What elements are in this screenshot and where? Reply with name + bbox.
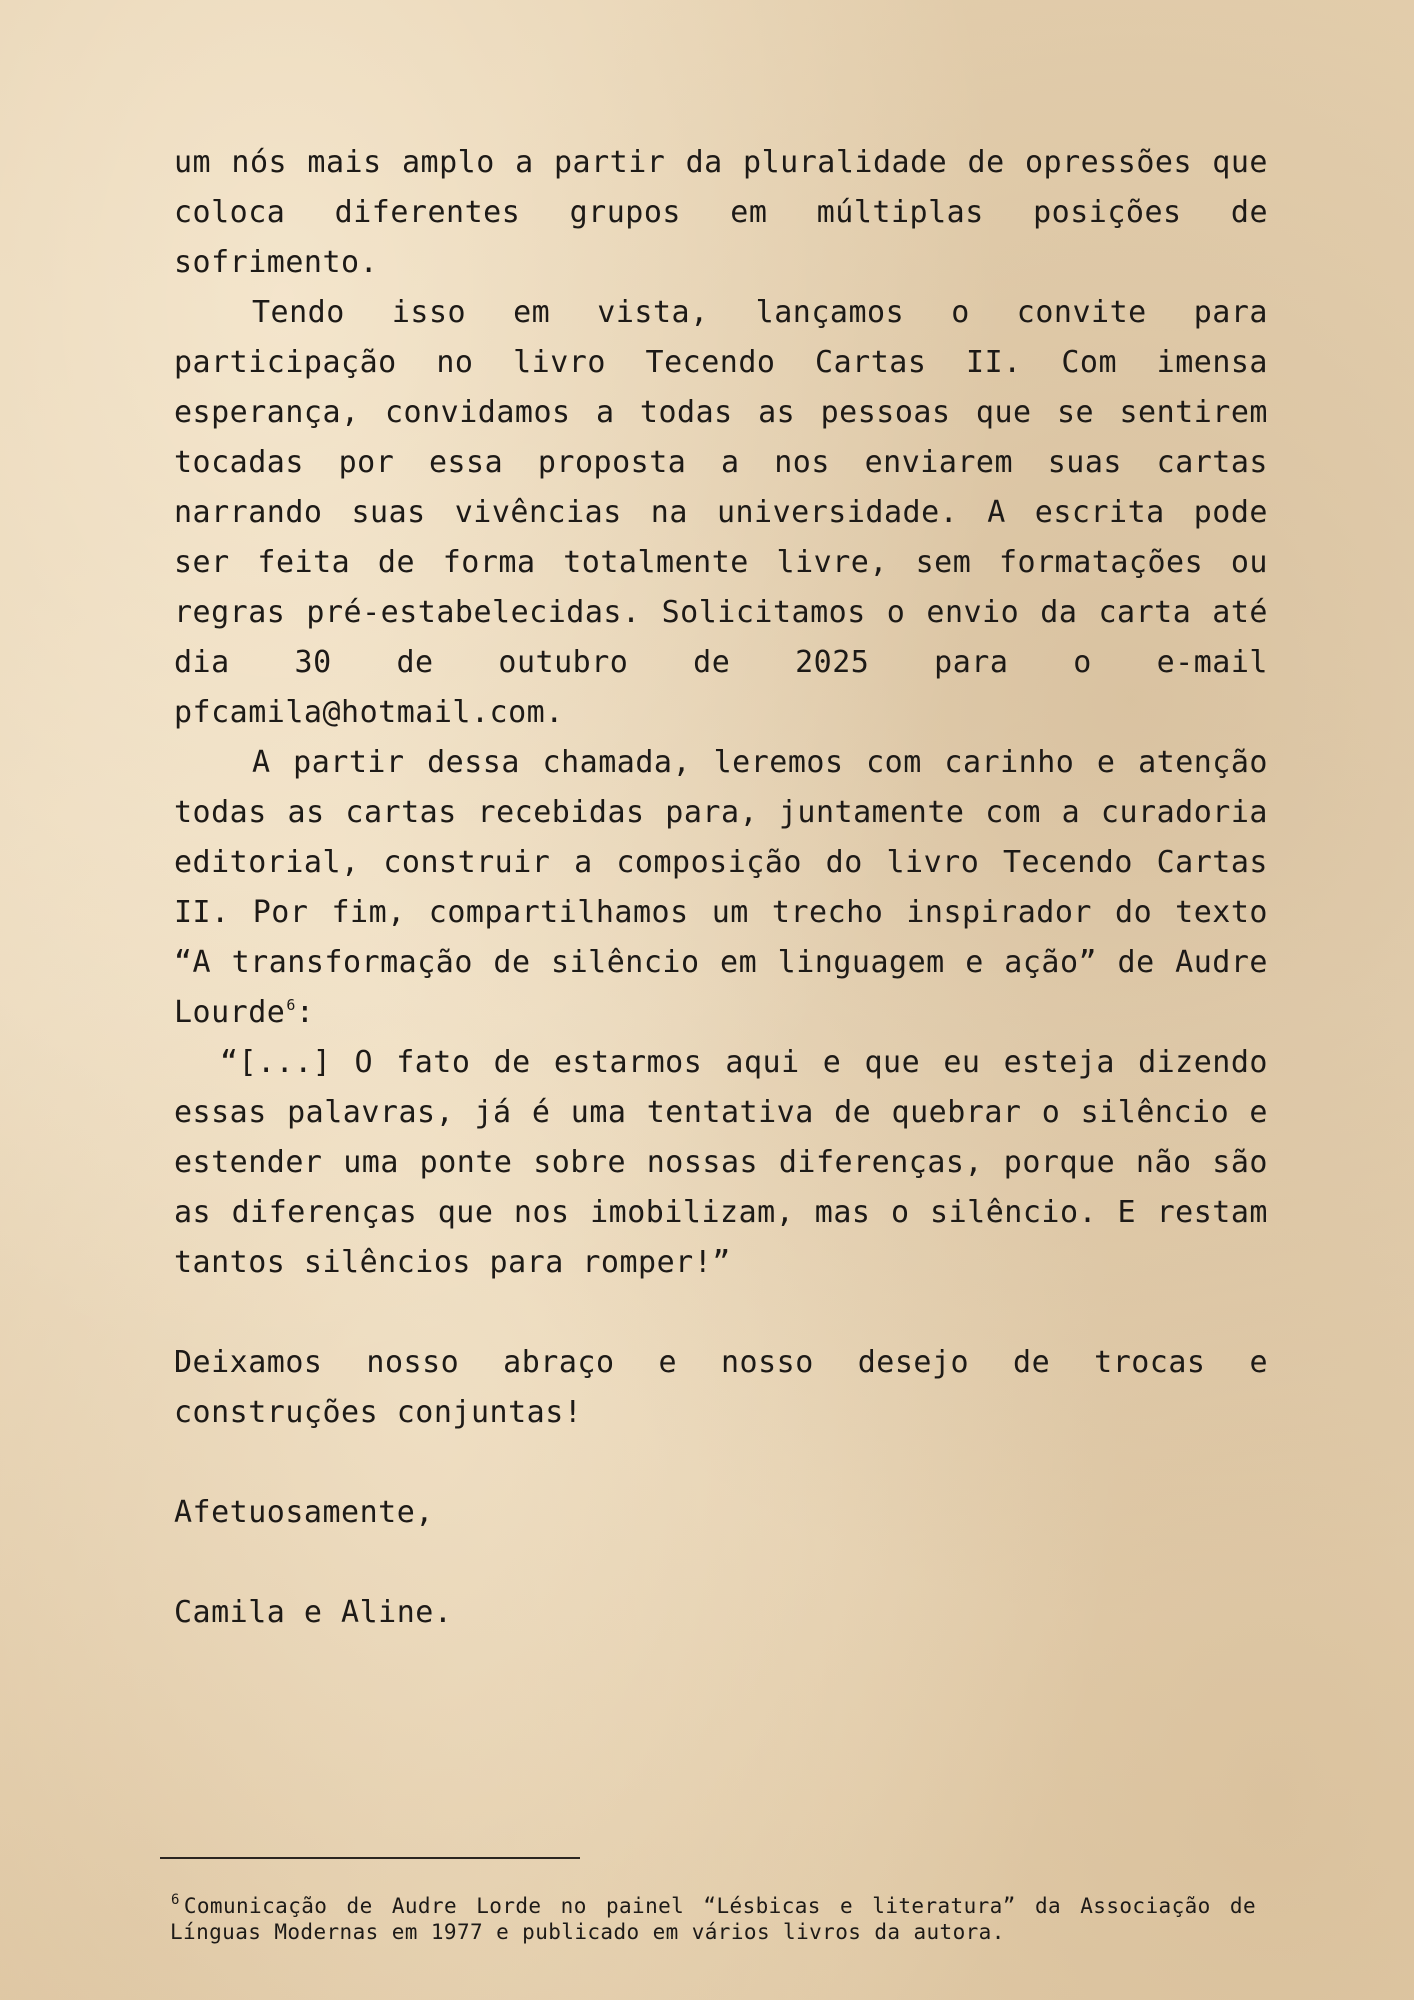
paragraph-closing: Deixamos nosso abraço e nosso desejo de trocas e construções conjuntas!	[174, 1345, 1268, 1430]
footnote	[170, 1893, 1256, 1945]
footnote-number: 6	[171, 1892, 180, 1908]
paragraph-call	[174, 738, 1268, 1038]
signature: Camila e Aline.	[174, 1595, 453, 1630]
footnote-text: Comunicação de Audre Lorde no painel “Lésbicas e literatura” da Associação de Línguas Modernas em 1977 e publicado em vários livros da autora.	[170, 1894, 1256, 1944]
paragraph-call-colon: :	[295, 995, 315, 1030]
paragraph-invitation: Tendo isso em vista, lançamos o convite para participação no livro Tecendo Cartas II. Com imensa esperança, convidamos a todas as pessoas que se sentirem tocadas por essa proposta a nos enviarem suas cartas narrando suas vivências na universidade. A escrita pode ser feita de forma totalmente livre, sem formatações ou regras pré-estabelecidas. Solicitamos o envio da carta até dia 30 de outubro de 2025 para o e-mail pfcamila@hotmail.com.	[174, 295, 1268, 730]
spacer	[174, 1538, 1268, 1588]
salutation: Afetuosamente,	[174, 1495, 434, 1530]
spacer	[174, 1438, 1268, 1488]
footnote-reference[interactable]: 6	[286, 996, 296, 1014]
paragraph-opening: um nós mais amplo a partir da pluralidade de opressões que coloca diferentes grupos em múltiplas posições de sofrimento.	[174, 145, 1268, 280]
quotation: “[...] O fato de estarmos aqui e que eu esteja dizendo essas palavras, já é uma tentativa de quebrar o silêncio e estender uma ponte sobre nossas diferenças, porque não são as diferenças que nos imobilizam, mas o silêncio. E restam tantos silêncios para romper!”	[174, 1045, 1268, 1280]
spacer	[174, 1288, 1268, 1338]
footnote-divider	[160, 1857, 580, 1859]
paragraph-call-text: A partir dessa chamada, leremos com carinho e atenção todas as cartas recebidas para, juntamente com a curadoria editorial, construir a composição do livro Tecendo Cartas II. Por fim, compartilhamos um trecho inspirador do texto “A transformação de silêncio em linguagem e ação” de Audre Lourde	[174, 745, 1268, 1030]
letter-body	[174, 138, 1268, 1638]
